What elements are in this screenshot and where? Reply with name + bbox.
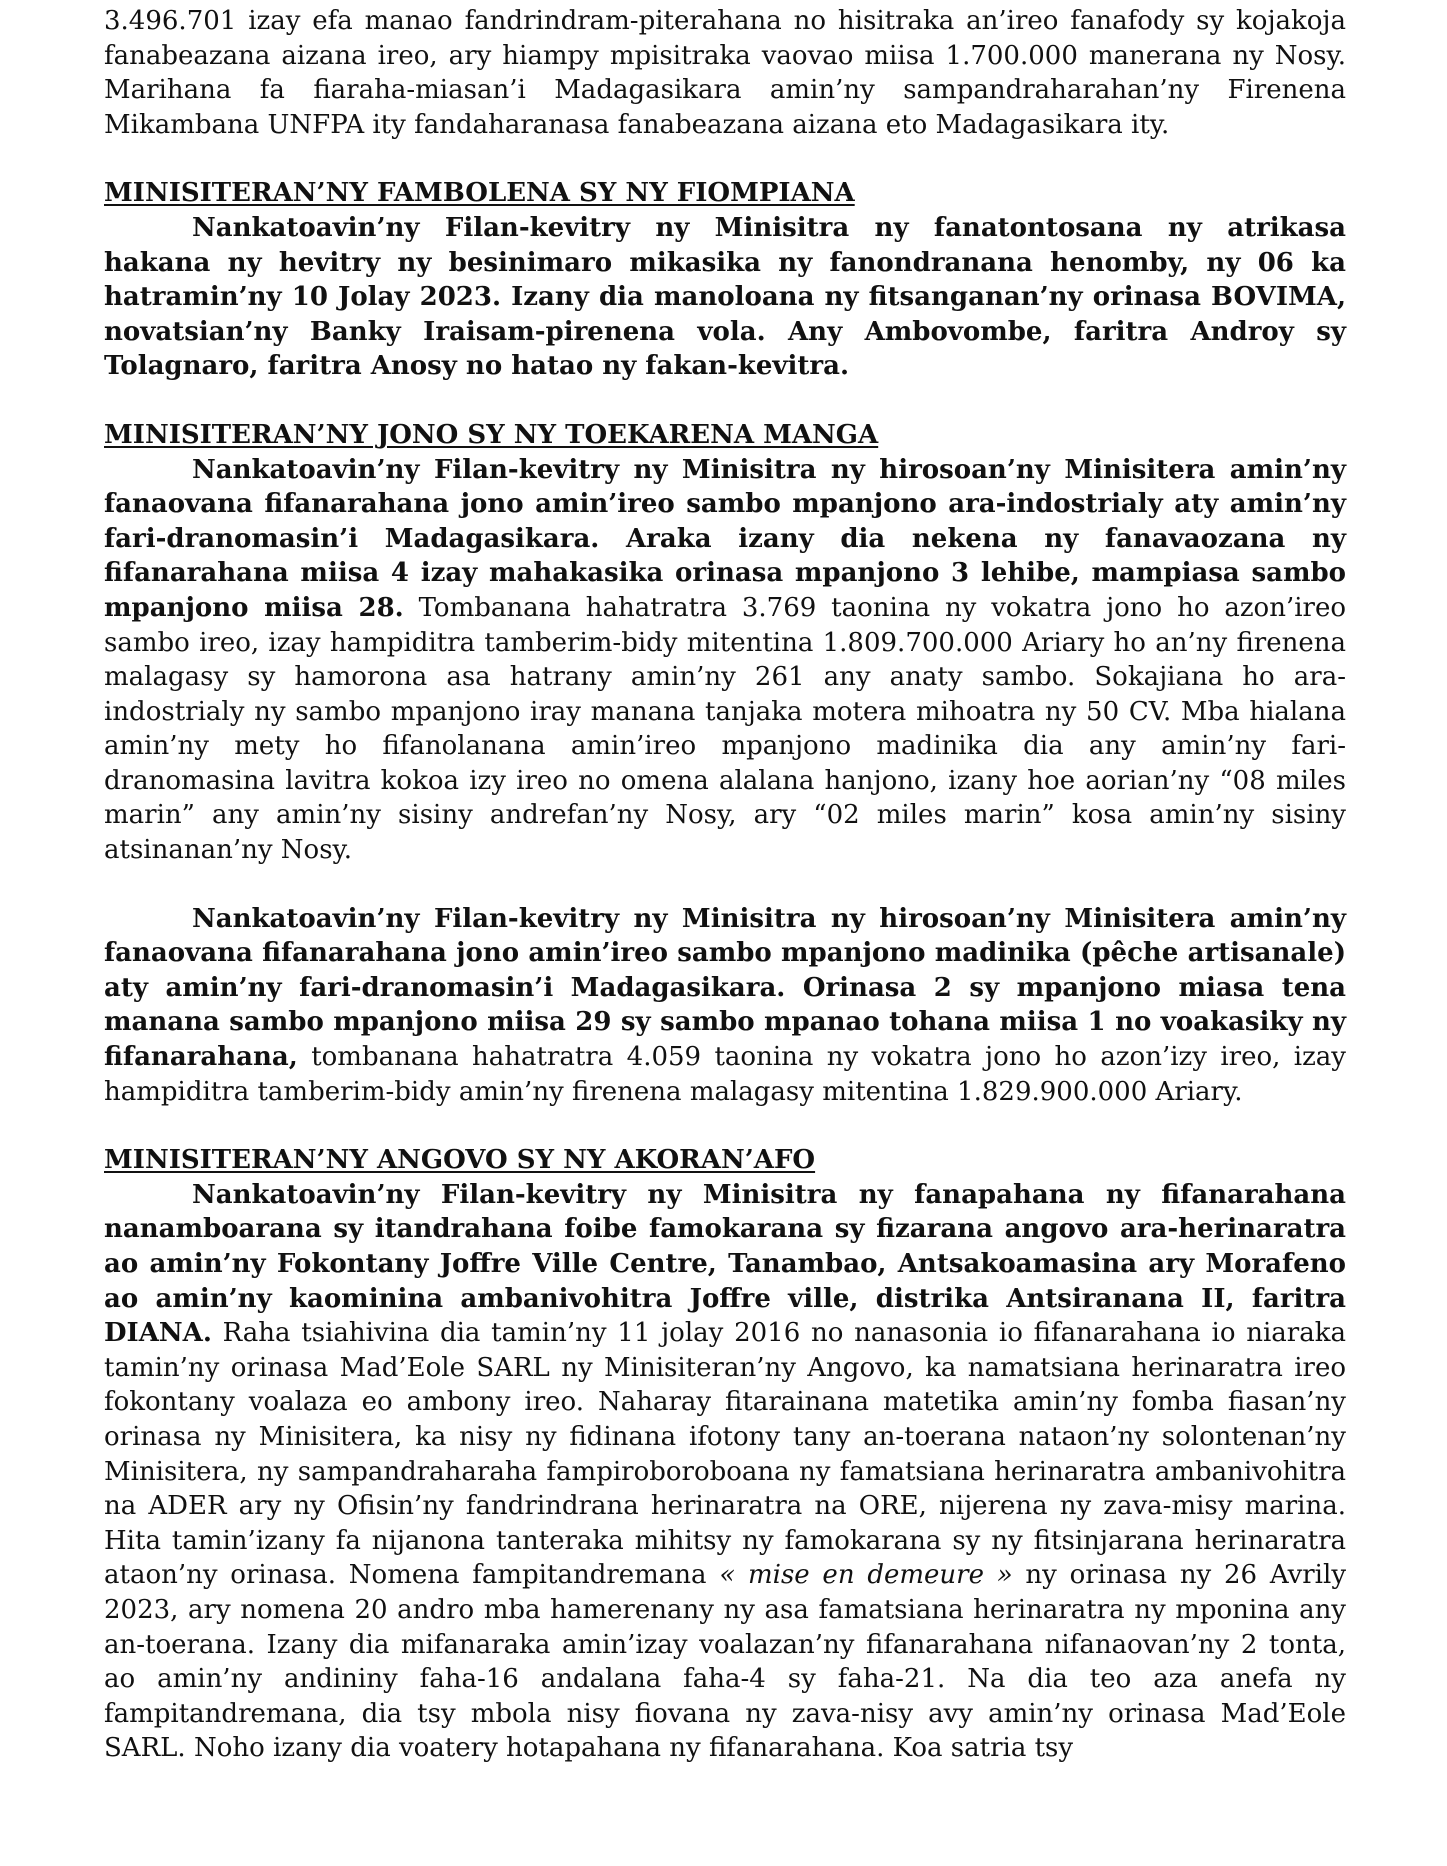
paragraph-body: Tombanana hahatratra 3.769 taonina ny vokatra jono ho azon’ireo sambo ireo, izay hampiditra tamberim-bidy mitentina 1.809.700.000 Ariary ho an’ny firenena malagasy sy hamorona asa hatrany amin’ny 261 any anaty sambo. Sokajiana ho ara-indostrialy ny sambo mpanjono iray manana tanjaka motera mihoatra ny 50 CV. Mba hialana amin’ny mety ho fifanolanana amin’ireo mpanjono madinika dia any amin’ny fari-dranomasina lavitra kokoa izy ireo no omena alalana hanjono, izany hoe aorian’ny “08 miles marin” any amin’ny sisiny andrefan’ny Nosy, ary “02 miles marin” kosa amin’ny sisiny atsinanan’ny Nosy.	[104, 592, 1346, 866]
intro-paragraph: 3.496.701 izay efa manao fandrindram-piterahana no hisitraka an’ireo fanafody sy kojakoja fanabeazana aizana ireo, ary hiampy mpisitraka vaovao miisa 1.700.000 manerana ny Nosy. Marihana fa fiaraha-miasan’i Madagasikara amin’ny sampandraharahan’ny Firenena Mikambana UNFPA ity fandaharanasa fanabeazana aizana eto Madagasikara ity.	[104, 6, 1346, 140]
section-heading: MINISITERAN’NY FAMBOLENA SY NY FIOMPIANA	[104, 178, 855, 209]
paragraph-italic-phrase: « mise en demeure »	[719, 1560, 1013, 1591]
section-agriculture	[104, 176, 1346, 384]
paragraph-bold-lead: Nankatoavin’ny Filan-kevitry ny Minisitra ny hirosoan’ny Minisitera amin’ny fanaovana fifanarahana jono amin’ireo sambo mpanjono madinika (pêche artisanale) aty amin’ny fari-dranomasin’i Madagasikara. Orinasa 2 sy mpanjono miasa tena manana sambo mpanjono miisa 29 sy sambo mpanao tohana miisa 1 no voakasiky ny fifanarahana,	[104, 903, 1346, 1073]
section-paragraph	[104, 453, 1346, 868]
paragraph-body: tombanana hahatratra 4.059 taonina ny vokatra jono ho azon’izy ireo, izay hampiditra tamberim-bidy amin’ny firenena malagasy mitentina 1.829.900.000 Ariary.	[104, 1042, 1346, 1107]
section-heading: MINISITERAN’NY ANGOVO SY NY AKORAN’AFO	[104, 1145, 816, 1176]
paragraph-bold-lead: Nankatoavin’ny Filan-kevitry ny Minisitra ny hirosoan’ny Minisitera amin’ny fanaovana fifanarahana jono amin’ireo sambo mpanjono ara-indostrialy aty amin’ny fari-dranomasin’i Madagasikara. Araka izany dia nekena ny fanavaozana ny fifanarahana miisa 4 izay mahakasika orinasa mpanjono 3 lehibe, mampiasa sambo mpanjono miisa 28.	[104, 454, 1346, 623]
paragraph-bold-lead: Nankatoavin’ny Filan-kevitry ny Minisitra ny fanapahana ny fifanarahana nanamboarana sy itandrahana foibe famokarana sy fizarana angovo ara-herinaratra ao amin’ny Fokontany Joffre Ville Centre, Tanambao, Antsakoamasina ary Morafeno ao amin’ny kaominina ambanivohitra Joffre ville, distrika Antsiranana II, faritra DIANA.	[104, 1179, 1346, 1349]
section-paragraph	[104, 1178, 1346, 1766]
section-paragraph: Nankatoavin’ny Filan-kevitry ny Minisitra ny fanatontosana ny atrikasa hakana ny hevitry ny besinimaro mikasika ny fanondranana henomby, ny 06 ka hatramin’ny 10 Jolay 2023. Izany dia manoloana ny fitsanganan’ny orinasa BOVIMA, novatsian’ny Banky Iraisam-pirenena vola. Any Ambovombe, faritra Androy sy Tolagnaro, faritra Anosy no hatao ny fakan-kevitra.	[104, 212, 1346, 382]
section-heading: MINISITERAN’NY JONO SY NY TOEKARENA MANGA	[104, 419, 879, 450]
section-paragraph	[104, 902, 1346, 1110]
section-fisheries	[104, 418, 1346, 1109]
paragraph-body: ny orinasa ny 26 Avrily 2023, ary nomena 20 andro mba hamerenany ny asa famatsiana herinaratra ny mponina any an-toerana. Izany dia mifanaraka amin’izay voalazan’ny fifanarahana nifanaovan’ny 2 tonta, ao amin’ny andininy faha-16 andalana faha-4 sy faha-21. Na dia teo aza anefa ny fampitandremana, dia tsy mbola nisy fiovana ny zava-nisy avy amin’ny orinasa Mad’Eole SARL. Noho izany dia voatery hotapahana ny fifanarahana. Koa satria tsy	[104, 1560, 1347, 1764]
section-energy	[104, 1143, 1346, 1766]
document-page	[104, 4, 1346, 1766]
paragraph-body: Raha tsiahivina dia tamin’ny 11 jolay 2016 no nanasonia io fifanarahana io niaraka tamin’ny orinasa Mad’Eole SARL ny Minisiteran’ny Angovo, ka namatsiana herinaratra ireo fokontany voalaza eo ambony ireo. Naharay fitarainana matetika amin’ny fomba fiasan’ny orinasa ny Minisitera, ka nisy ny fidinana ifotony tany an-toerana nataon’ny solontenan’ny Minisitera, ny sampandraharaha fampiroboroboana ny famatsiana herinaratra ambanivohitra na ADER ary ny Ofisin’ny fandrindrana herinaratra na ORE, nijerena ny zava-misy marina. Hita tamin’izany fa nijanona tanteraka mihitsy ny famokarana sy ny fitsinjarana herinaratra ataon’ny orinasa. Nomena fampitandremana	[104, 1318, 1346, 1591]
